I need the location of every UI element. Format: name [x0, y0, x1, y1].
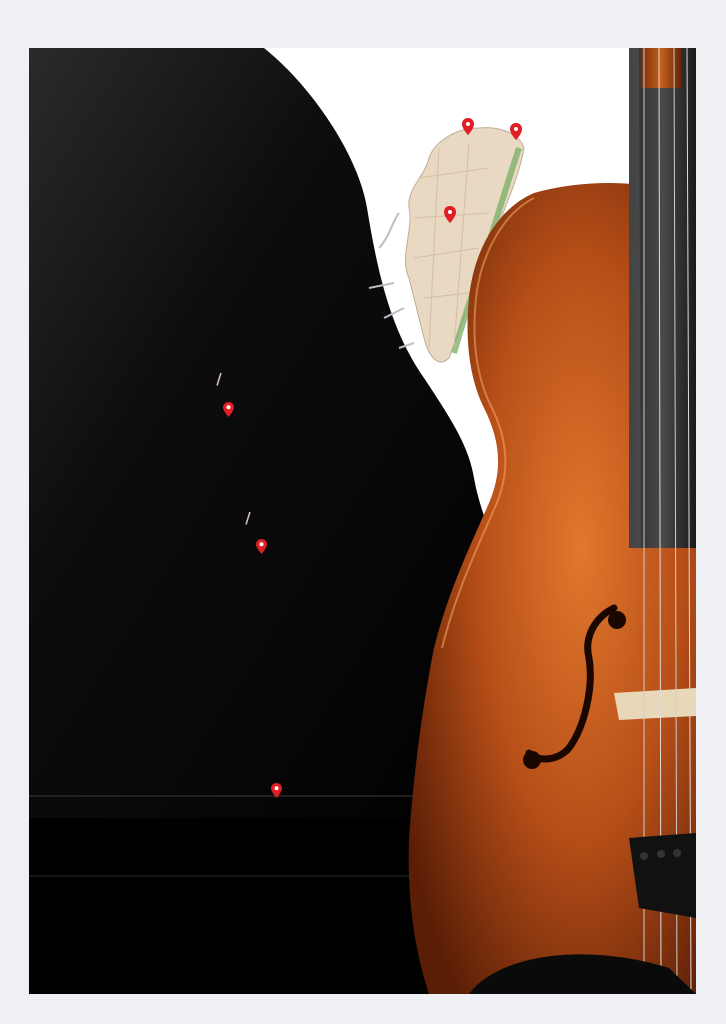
violin-tailpiece — [629, 833, 696, 918]
concert2-address-row — [29, 539, 489, 554]
concert1-separator: / — [216, 370, 222, 388]
violin-scroll — [641, 48, 681, 88]
violin-bridge — [614, 688, 696, 720]
concert1-datetime — [29, 370, 409, 388]
location-pin-icon — [223, 402, 234, 417]
concert2-datetime — [29, 509, 467, 527]
gala-venue-row — [29, 782, 519, 799]
poster — [29, 48, 696, 994]
piano-body — [29, 818, 449, 994]
concert1-venue-row — [29, 402, 424, 417]
concert2-separator: / — [245, 509, 251, 527]
location-pin-icon — [256, 539, 267, 554]
location-pin-icon — [271, 783, 282, 798]
